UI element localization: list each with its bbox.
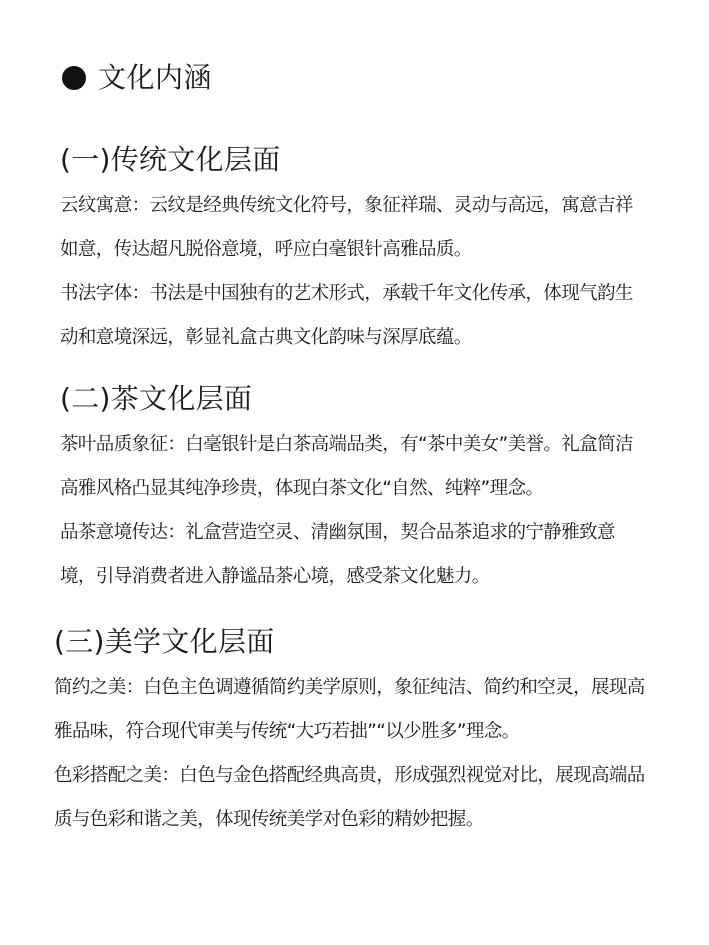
- section-traditional-culture: [60, 142, 650, 360]
- section-tea-culture: [60, 381, 650, 599]
- paragraph-calligraphy: 书法字体：书法是中国独有的艺术形式，承载千年文化传承，体现气韵生动和意境深远，彰显礼盒古典文化韵味与深厚底蕴。: [60, 283, 633, 348]
- main-heading-text: 文化内涵: [98, 61, 213, 94]
- paragraph-tea-mood: 品茶意境传达：礼盒营造空灵、清幽氛围，契合品茶追求的宁静雅致意境，引导消费者进入静谧品茶心境，感受茶文化魅力。: [60, 522, 615, 587]
- section-title: (三)美学文化层面: [54, 625, 275, 658]
- section-title: (一)传统文化层面: [60, 143, 281, 176]
- paragraph-color-harmony: 色彩搭配之美：白色与金色搭配经典高贵，形成强烈视觉对比，展现高端品质与色彩和谐之美，体现传统美学对色彩的精妙把握。: [54, 765, 645, 830]
- paragraph-simplicity: 简约之美：白色主色调遵循简约美学原则，象征纯洁、简约和空灵，展现高雅品味，符合现代审美与传统“大巧若拙”“以少胜多”理念。: [54, 677, 645, 742]
- bullet-dot-icon: [62, 66, 86, 90]
- main-heading: [62, 60, 212, 96]
- paragraph-tea-quality: 茶叶品质象征：白毫银针是白茶高端品类，有“茶中美女”美誉。礼盒简洁高雅风格凸显其纯净珍贵，体现白茶文化“自然、纯粹”理念。: [60, 434, 633, 499]
- paragraph-cloud-pattern: 云纹寓意：云纹是经典传统文化符号，象征祥瑞、灵动与高远，寓意吉祥如意，传达超凡脱俗意境，呼应白毫银针高雅品质。: [60, 195, 633, 260]
- section-aesthetic-culture: [54, 624, 650, 842]
- section-title: (二)茶文化层面: [60, 382, 253, 415]
